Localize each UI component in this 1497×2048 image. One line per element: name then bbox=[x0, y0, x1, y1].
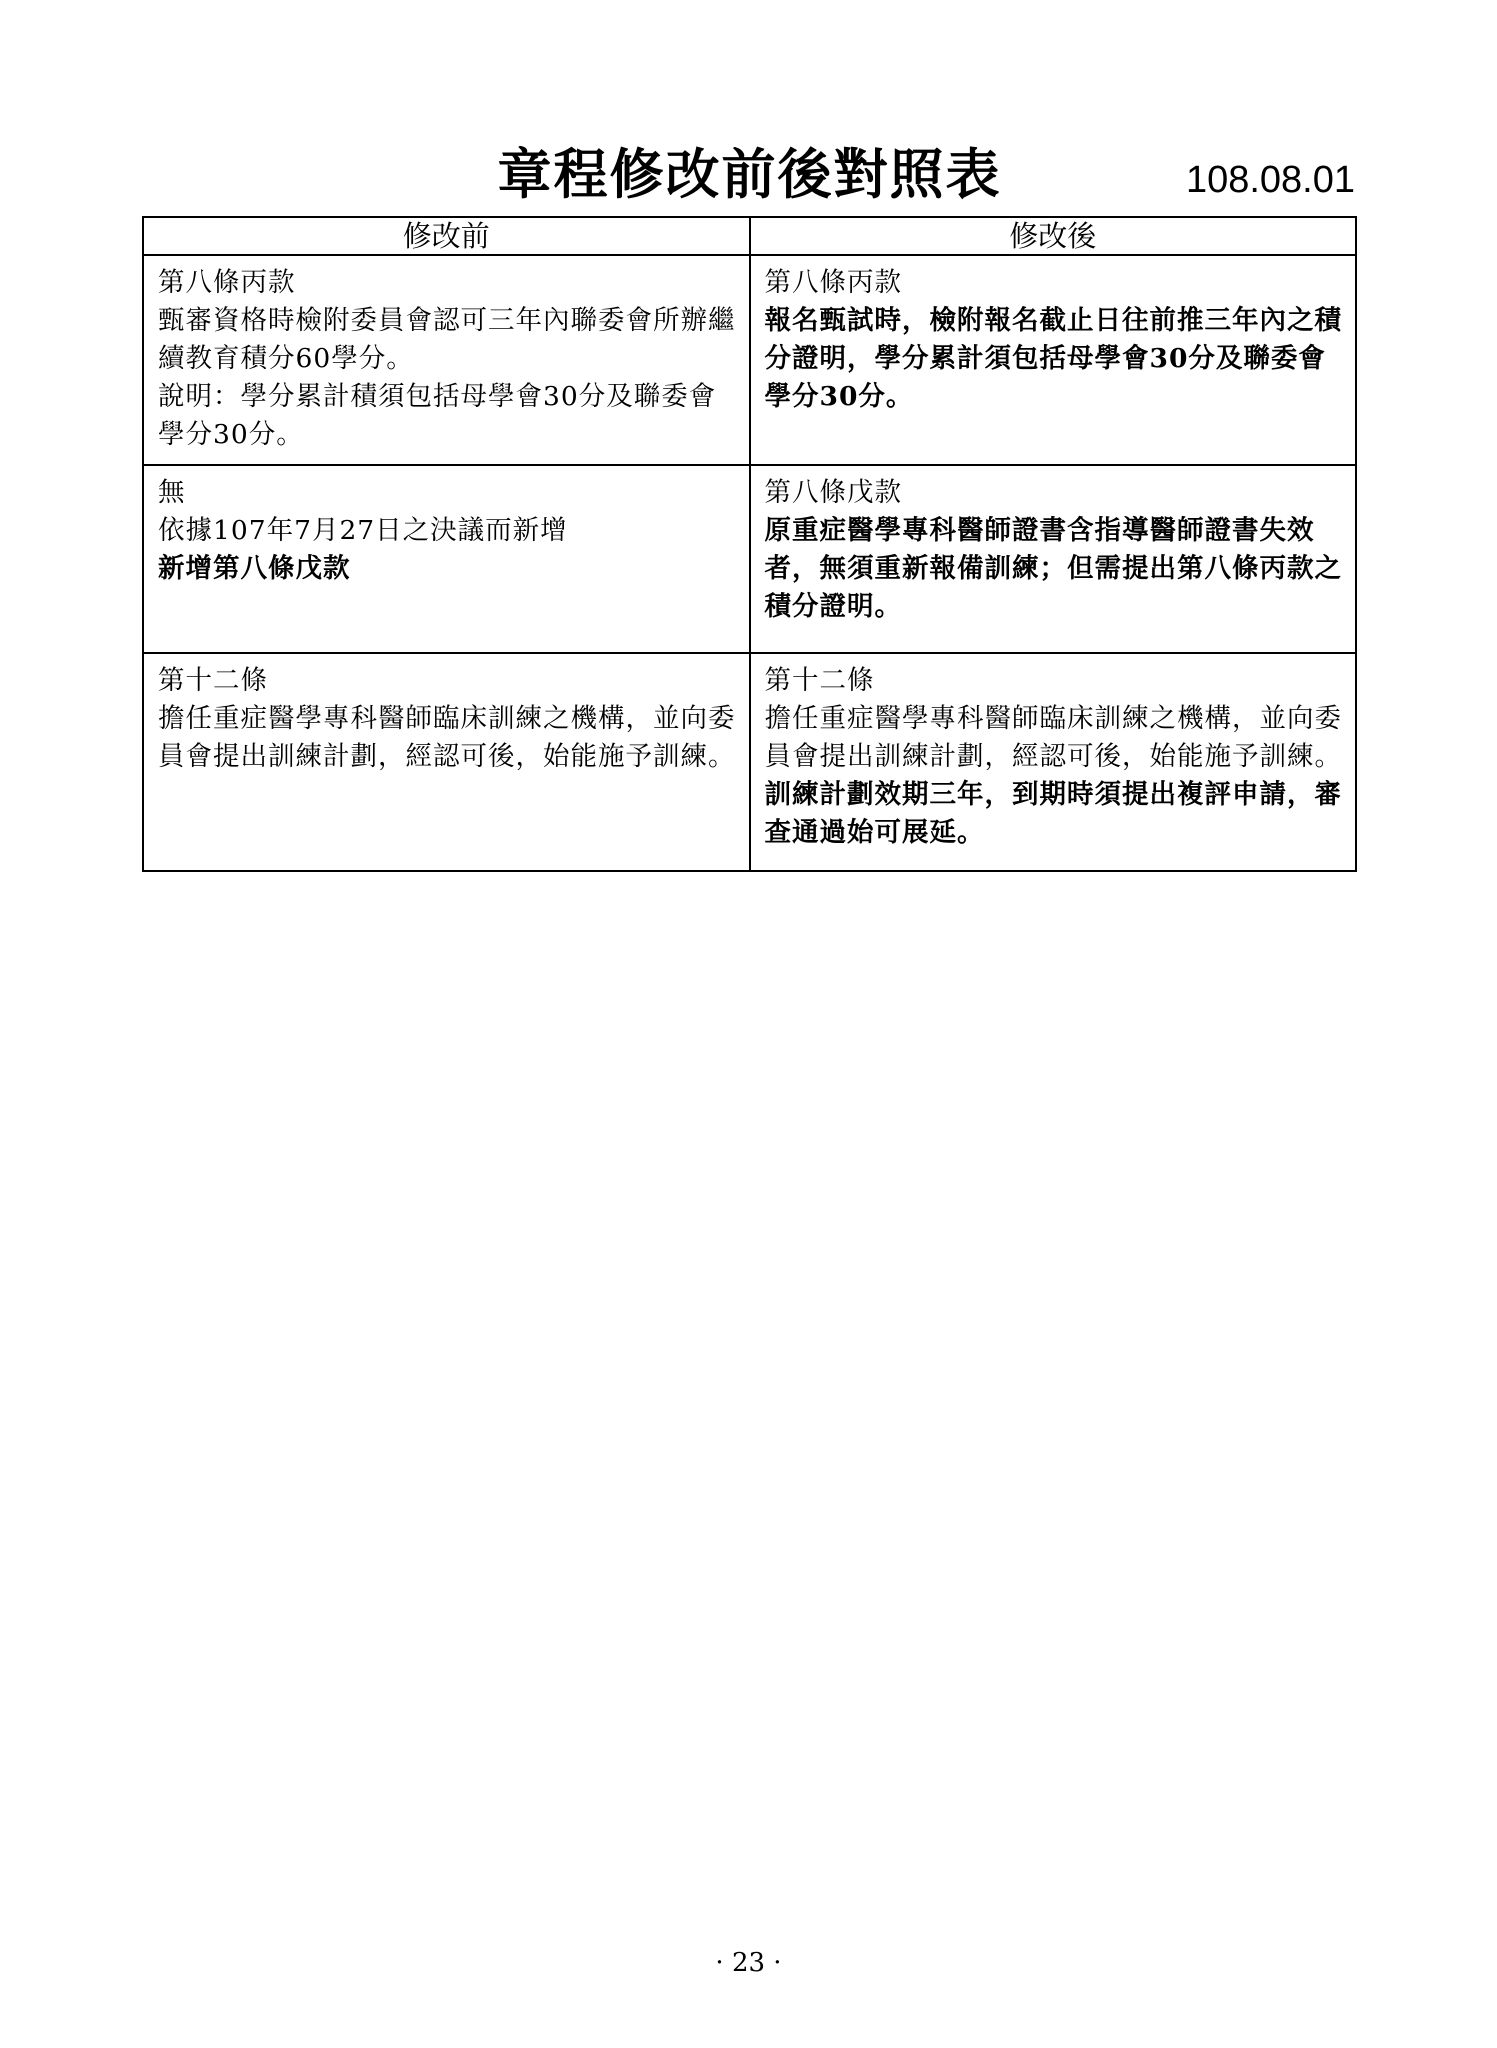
article-text-amended: 報名甄試時，檢附報名截止日往前推三年內之積分證明，學分累計須包括母學會30分及聯委會學分30分。 bbox=[764, 305, 1342, 412]
table-header-row bbox=[143, 217, 1356, 255]
cell-before bbox=[143, 465, 750, 653]
article-text: 擔任重症醫學專科醫師臨床訓練之機構，並向委員會提出訓練計劃，經認可後，始能施予訓練。 bbox=[158, 703, 736, 772]
title-row bbox=[142, 138, 1357, 218]
article-text: 擔任重症醫學專科醫師臨床訓練之機構，並向委員會提出訓練計劃，經認可後，始能施予訓練。 bbox=[764, 703, 1342, 772]
article-heading: 第八條戊款 bbox=[764, 477, 902, 508]
cell-before bbox=[143, 653, 750, 871]
page-number: · 23 · bbox=[715, 1948, 782, 1978]
article-heading: 第十二條 bbox=[158, 665, 268, 696]
article-text-amended: 訓練計劃效期三年，到期時須提出複評申請，審查通過始可展延。 bbox=[764, 779, 1342, 848]
article-heading: 第八條丙款 bbox=[158, 267, 296, 298]
cell-after bbox=[750, 653, 1357, 871]
column-header-before: 修改前 bbox=[143, 217, 750, 255]
cell-before bbox=[143, 255, 750, 465]
article-text: 甄審資格時檢附委員會認可三年內聯委會所辦繼續教育積分60學分。 bbox=[158, 305, 736, 374]
comparison-table bbox=[142, 216, 1357, 872]
article-note: 新增第八條戊款 bbox=[158, 553, 351, 584]
table-row bbox=[143, 465, 1356, 653]
cell-after bbox=[750, 465, 1357, 653]
article-text-amended: 原重症醫學專科醫師證書含指導醫師證書失效者，無須重新報備訓練；但需提出第八條丙款之積分證明。 bbox=[764, 515, 1342, 622]
document-title: 章程修改前後對照表 bbox=[497, 143, 1002, 206]
table-row bbox=[143, 653, 1356, 871]
article-heading: 第十二條 bbox=[764, 665, 875, 696]
article-text: 依據107年7月27日之決議而新增 bbox=[158, 515, 568, 546]
table-row bbox=[143, 255, 1356, 465]
column-header-after: 修改後 bbox=[750, 217, 1357, 255]
article-heading: 無 bbox=[158, 477, 186, 508]
cell-after bbox=[750, 255, 1357, 465]
article-heading: 第八條丙款 bbox=[764, 267, 902, 298]
document-date: 108.08.01 bbox=[1185, 159, 1355, 201]
article-note: 說明：學分累計積須包括母學會30分及聯委會學分30分。 bbox=[158, 381, 717, 450]
